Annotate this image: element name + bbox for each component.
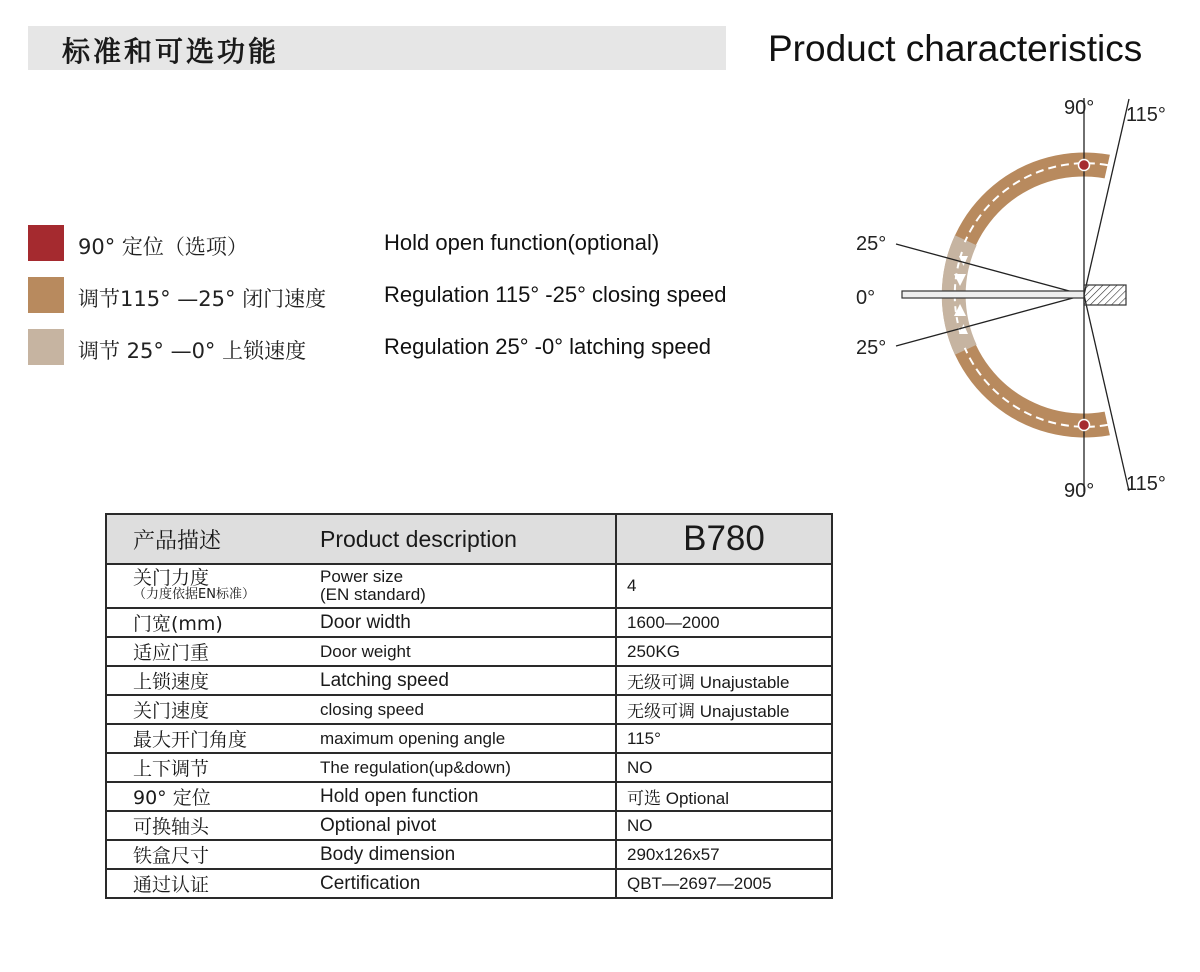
row-label-en: Optional pivot bbox=[308, 811, 616, 840]
product-spec-table bbox=[105, 513, 833, 899]
row-label-cn: 最大开门角度 bbox=[106, 724, 308, 753]
row-label-cn: 上锁速度 bbox=[106, 666, 308, 695]
title-chinese: 标准和可选功能 bbox=[62, 35, 280, 68]
row-value: 4 bbox=[616, 564, 832, 608]
legend-label-en: Regulation 25° -0° latching speed bbox=[384, 334, 712, 359]
table-row bbox=[106, 724, 832, 753]
row-label-en: Latching speed bbox=[308, 666, 616, 695]
row-value: NO bbox=[616, 811, 832, 840]
door-leaf bbox=[902, 291, 1084, 298]
legend-swatch-beige bbox=[28, 329, 64, 365]
wall-frame bbox=[1084, 285, 1126, 305]
row-label-cn: 关门力度 bbox=[133, 567, 210, 589]
header-cell-model: B780 bbox=[616, 514, 832, 564]
row-value: 无级可调 Unajustable bbox=[616, 695, 832, 724]
row-label-cn: 上下调节 bbox=[106, 753, 308, 782]
hold-open-marker bbox=[1079, 160, 1090, 171]
table-row bbox=[106, 869, 832, 898]
row-label-en: Body dimension bbox=[308, 840, 616, 869]
row-label-cn: 门宽(mm) bbox=[106, 608, 308, 637]
header-cell-cn: 产品描述 bbox=[106, 514, 308, 564]
row-value: 无级可调 Unajustable bbox=[616, 666, 832, 695]
table-row bbox=[106, 753, 832, 782]
angle-label-115-bottom: 115° bbox=[1126, 473, 1166, 495]
table-row bbox=[106, 637, 832, 666]
door-angle-diagram bbox=[840, 88, 1180, 508]
header-cell-en: Product description bbox=[308, 514, 616, 564]
row-label-cn: 可换轴头 bbox=[106, 811, 308, 840]
row-label-cn: 90° 定位 bbox=[106, 782, 308, 811]
row-label-en: Door weight bbox=[308, 637, 616, 666]
title-english: Product characteristics bbox=[768, 28, 1143, 69]
row-label-cn-sub: （力度依据EN标准） bbox=[133, 587, 255, 602]
row-label-en: Hold open function bbox=[308, 782, 616, 811]
row-label-cn: 关门速度 bbox=[106, 695, 308, 724]
legend-label-cn: 90° 定位（选项） bbox=[78, 235, 248, 259]
row-value: 1600—2000 bbox=[616, 608, 832, 637]
table-row bbox=[106, 564, 832, 608]
angle-label-0: 0° bbox=[856, 287, 876, 309]
row-label-en: The regulation(up&down) bbox=[308, 753, 616, 782]
angle-label-25-bottom: 25° bbox=[856, 337, 887, 359]
legend-label-en: Regulation 115° -25° closing speed bbox=[384, 282, 727, 307]
table-header-row bbox=[106, 514, 832, 564]
angle-label-25-top: 25° bbox=[856, 233, 887, 255]
table-row bbox=[106, 666, 832, 695]
row-label-en: Door width bbox=[308, 608, 616, 637]
row-label-en: closing speed bbox=[308, 695, 616, 724]
row-label-en: Power size bbox=[320, 567, 404, 586]
row-label-cn: 铁盒尺寸 bbox=[106, 840, 308, 869]
row-value: 290x126x57 bbox=[616, 840, 832, 869]
legend-label-cn: 调节 25° —0° 上锁速度 bbox=[78, 339, 307, 363]
legend-swatch-red bbox=[28, 225, 64, 261]
legend-label-en: Hold open function(optional) bbox=[384, 230, 660, 255]
legend-swatch-brown bbox=[28, 277, 64, 313]
row-label-cn: 适应门重 bbox=[106, 637, 308, 666]
row-label-en-sub: (EN standard) bbox=[320, 585, 426, 604]
row-value: QBT—2697—2005 bbox=[616, 869, 832, 898]
angle-label-115-top: 115° bbox=[1126, 104, 1166, 126]
row-value: 250KG bbox=[616, 637, 832, 666]
row-value: NO bbox=[616, 753, 832, 782]
table-row bbox=[106, 811, 832, 840]
angle-label-90-top: 90° bbox=[1064, 97, 1095, 119]
row-label-cn: 通过认证 bbox=[106, 869, 308, 898]
table-row bbox=[106, 782, 832, 811]
hold-open-marker bbox=[1079, 420, 1090, 431]
row-label-en: maximum opening angle bbox=[308, 724, 616, 753]
table-row bbox=[106, 608, 832, 637]
table-row bbox=[106, 840, 832, 869]
table-row bbox=[106, 695, 832, 724]
legend-label-cn: 调节115° —25° 闭门速度 bbox=[78, 287, 327, 311]
row-value: 115° bbox=[616, 724, 832, 753]
row-value: 可选 Optional bbox=[616, 782, 832, 811]
angle-label-90-bottom: 90° bbox=[1064, 480, 1095, 502]
row-label-en: Certification bbox=[308, 869, 616, 898]
